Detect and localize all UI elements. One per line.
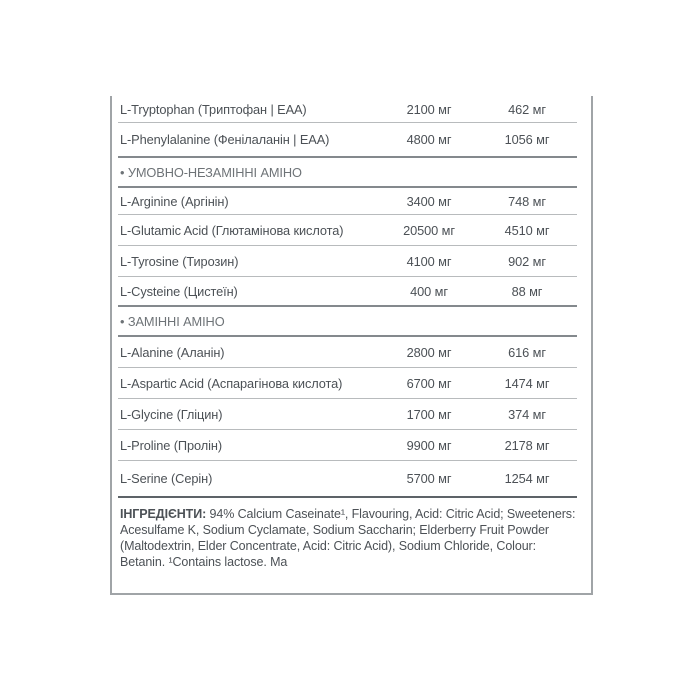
nutrition-table	[118, 96, 577, 570]
amino-name: L-Alanine (Аланін)	[120, 344, 225, 360]
ingredients-text: 94% Calcium Caseinate¹, Flavouring, Acid: Citric Acid; Sweeteners: Acesulfame K, Sodium Cyclamate, Sodium Saccharin; Elderberry Fruit Powder (Maltodextrin, Elder Concentrate, Acid: Citric Acid), Sodium Chloride, Colour: Betanin. ¹Contains lactose. Ma	[120, 507, 576, 569]
amount-col1: 3400 мг	[406, 193, 452, 209]
ingredients-label: ІНГРЕДІЄНТИ:	[120, 507, 207, 521]
amount-col1: 5700 мг	[406, 471, 452, 486]
amount-col1: 400 мг	[410, 283, 448, 299]
amino-name: L-Tyrosine (Тирозин)	[120, 253, 239, 269]
nutrition-facts-panel	[110, 96, 593, 595]
amino-name: L-Glutamic Acid (Глютамінова кислота)	[120, 222, 344, 238]
amount-col2: 88 мг	[511, 283, 543, 299]
amino-name: L-Aspartic Acid (Аспарагінова кислота)	[120, 375, 343, 391]
table-row	[118, 399, 577, 430]
amount-col1: 2800 мг	[406, 344, 452, 360]
amino-name: L-Phenylalanine (Фенілаланін | EAA)	[120, 132, 330, 147]
amount-col2: 616 мг	[508, 344, 546, 360]
table-row	[118, 337, 577, 368]
table-row	[118, 368, 577, 399]
amount-col1: 4800 мг	[406, 132, 452, 147]
amount-col2: 374 мг	[508, 406, 546, 422]
amino-name: L-Cysteine (Цистеїн)	[120, 283, 238, 299]
section-header-row	[118, 158, 577, 188]
amount-col2: 748 мг	[508, 193, 546, 209]
amount-col1: 9900 мг	[406, 437, 452, 453]
amino-name: L-Tryptophan (Триптофан | EAA)	[120, 101, 307, 117]
table-row	[118, 277, 577, 307]
table-row	[118, 246, 577, 277]
amount-col1: 4100 мг	[406, 253, 452, 269]
amount-col2: 1056 мг	[504, 132, 550, 147]
table-row	[118, 430, 577, 461]
amount-col1: 1700 мг	[406, 406, 452, 422]
amount-col2: 4510 мг	[504, 222, 550, 238]
section-header-row	[118, 307, 577, 337]
amount-col2: 462 мг	[508, 101, 546, 117]
amount-col1: 20500 мг	[403, 222, 455, 238]
section-header-label: • ЗАМІННІ АМІНО	[120, 313, 225, 329]
amount-col1: 6700 мг	[406, 375, 452, 391]
amount-col2: 2178 мг	[504, 437, 550, 453]
amount-col1: 2100 мг	[406, 101, 452, 117]
amino-name: L-Arginine (Аргінін)	[120, 193, 229, 209]
ingredients-paragraph	[118, 496, 577, 570]
table-row	[118, 215, 577, 246]
table-row	[118, 188, 577, 215]
table-row	[118, 461, 577, 496]
amino-name: L-Proline (Пролін)	[120, 437, 223, 453]
amount-col2: 902 мг	[508, 253, 546, 269]
table-row	[118, 123, 577, 158]
amount-col2: 1474 мг	[504, 375, 550, 391]
section-header-label: • УМОВНО-НЕЗАМІННІ АМІНО	[120, 164, 302, 180]
table-row	[118, 96, 577, 123]
amino-name: L-Serine (Серін)	[120, 471, 213, 486]
amino-name: L-Glycine (Гліцин)	[120, 406, 223, 422]
amount-col2: 1254 мг	[504, 471, 550, 486]
